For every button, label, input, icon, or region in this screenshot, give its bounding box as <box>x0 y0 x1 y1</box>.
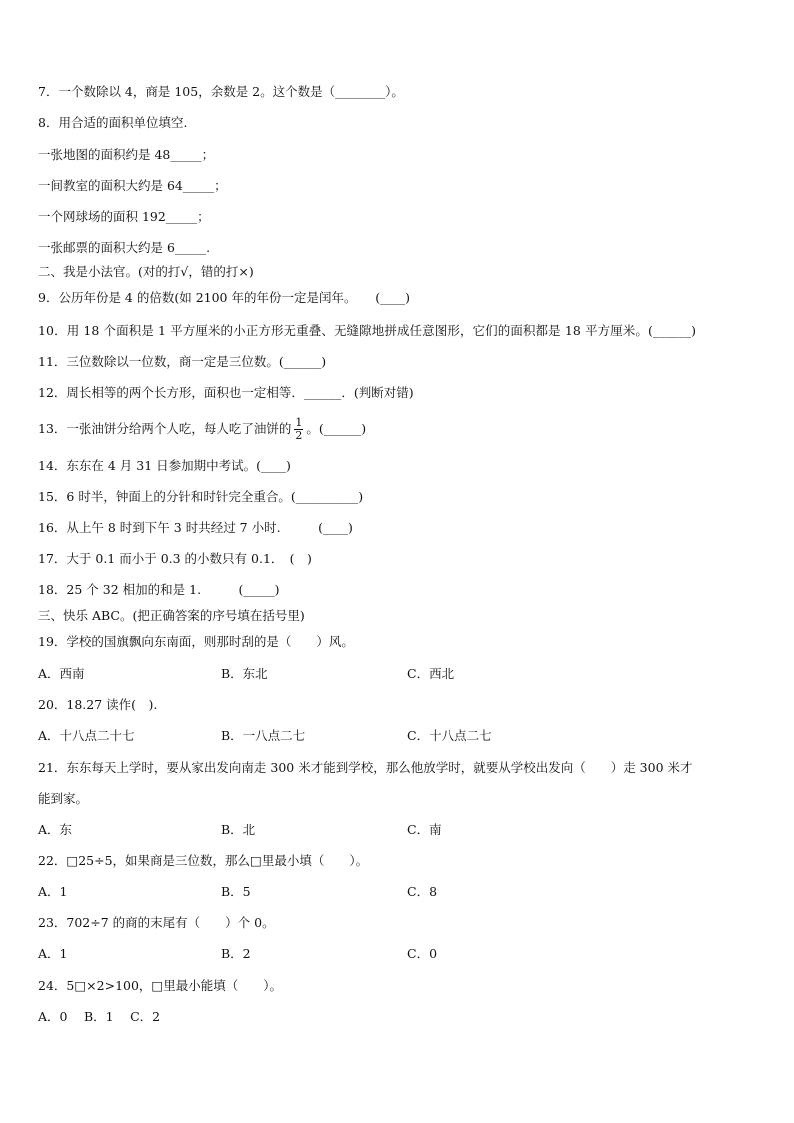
q21-option-c: C．南 <box>407 822 442 837</box>
q23-option-c: C．0 <box>407 946 438 961</box>
q19-option-b: B．东北 <box>221 666 268 681</box>
q23-option-b: B．2 <box>221 946 251 961</box>
q22-option-b: B．5 <box>221 884 251 899</box>
question-17: 17．大于 0.1 而小于 0.3 的小数只有 0.1． ( ) <box>38 551 312 566</box>
question-22: 22．□25÷5，如果商是三位数，那么□里最小填（ ）。 <box>38 853 369 868</box>
question-12: 12．周长相等的两个长方形，面积也一定相等．______．(判断对错) <box>38 385 414 400</box>
q21-option-b: B．北 <box>221 822 256 837</box>
question-10: 10．用 18 个面积是 1 平方厘米的小正方形无重叠、无缝隙地拼成任意图形，它们的面积都是 18 平方厘米。(______) <box>38 323 697 338</box>
question-14: 14．东东在 4 月 31 日参加期中考试。(____) <box>38 458 291 473</box>
q24-options: A．0 B．1 C．2 <box>38 1009 161 1024</box>
q19-option-a: A．西南 <box>38 666 85 681</box>
question-23: 23．702÷7 的商的末尾有（ ）个 0。 <box>38 915 275 930</box>
section-3-heading: 三、快乐 ABC。(把正确答案的序号填在括号里) <box>38 608 305 623</box>
question-11: 11．三位数除以一位数，商一定是三位数。(______) <box>38 354 327 369</box>
question-8-item-map: 一张地图的面积约是 48_____； <box>38 147 215 162</box>
question-8-item-tennis-court: 一个网球场的面积 192_____； <box>38 209 210 224</box>
q22-option-c: C．8 <box>407 884 438 899</box>
question-15: 15．6 时半，钟面上的分针和时针完全重合。(__________) <box>38 489 364 504</box>
question-21-line-1: 21．东东每天上学时，要从家出发向南走 300 米才能到学校，那么他放学时，就要从学校出发向（ ）走 300 米才 <box>38 760 693 775</box>
question-8-item-stamp: 一张邮票的面积大约是 6_____. <box>38 240 211 255</box>
fraction-one-half: $\frac{1}{2}$ <box>295 416 303 442</box>
question-8: 8．用合适的面积单位填空. <box>38 115 188 130</box>
question-16: 16．从上午 8 时到下午 3 时共经过 7 小时. (____) <box>38 520 353 535</box>
question-21-line-2: 能到家。 <box>38 791 89 806</box>
question-20: 20．18.27 读作( ). <box>38 697 158 712</box>
q19-option-c: C．西北 <box>407 666 455 681</box>
q20-option-c: C．十八点二七 <box>407 728 492 743</box>
question-7: 7．一个数除以 4，商是 105，余数是 2。这个数是（________）。 <box>38 84 404 99</box>
question-24: 24．5□×2>100，□里最小能填（ ）。 <box>38 978 282 993</box>
q22-option-a: A．1 <box>38 884 68 899</box>
q20-option-a: A．十八点二十七 <box>38 728 135 743</box>
question-19: 19．学校的国旗飘向东南面，则那时刮的是（ ）风。 <box>38 634 354 649</box>
section-2-heading: 二、我是小法官。(对的打√，错的打×) <box>38 264 254 279</box>
question-13-text: 13．一张油饼分给两个人吃，每人吃了油饼的 <box>38 421 292 436</box>
question-13-answer-blank: 。(______) <box>306 421 367 436</box>
question-18: 18．25 个 32 相加的和是 1. (_____) <box>38 582 280 597</box>
question-8-item-classroom: 一间教室的面积大约是 64_____； <box>38 178 227 193</box>
question-13 <box>38 416 366 442</box>
q20-option-b: B．一八点二七 <box>221 728 306 743</box>
question-9: 9．公历年份是 4 的倍数(如 2100 年的年份一定是闰年。 (____) <box>38 290 410 305</box>
q23-option-a: A．1 <box>38 946 68 961</box>
q21-option-a: A．东 <box>38 822 73 837</box>
